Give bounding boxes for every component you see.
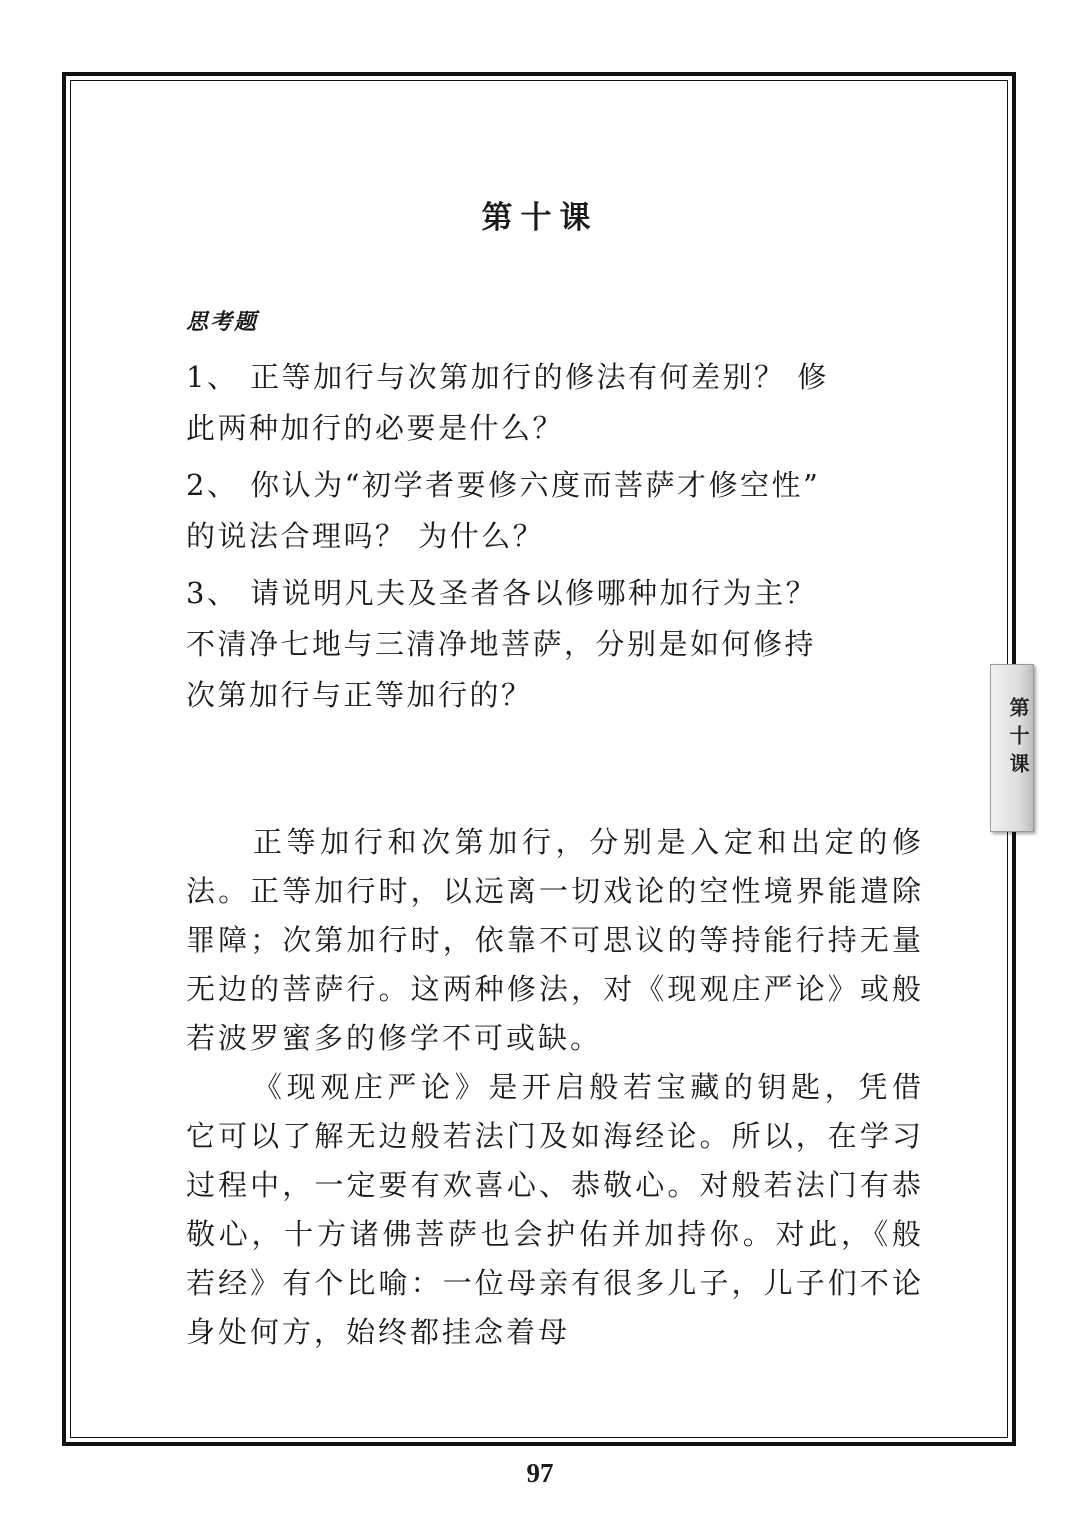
lesson-title: 第十课 [481,200,599,236]
question-item: 3、 请说明凡夫及圣者各以修哪种加行为主？ 不清净七地与三清净地菩萨，分别是如何修持 次第加行与正等加行的？ [186,576,818,712]
question-list [186,352,926,727]
body-text [186,818,924,1357]
chapter-side-tab [990,664,1034,832]
chapter-side-tab-label: 第十课 [1006,697,1030,781]
paragraph: 正等加行和次第加行，分别是入定和出定的修法。正等加行时，以远离一切戏论的空性境界能遣除罪障；次第加行时，依靠不可思议的等持能行持无量无边的菩萨行。这两种修法，对《现观庄严论》或般若波罗蜜多的修学不可或缺。 [186,825,924,1055]
question-item: 2、 你认为“初学者要修六度而菩萨才修空性” 的说法合理吗？ 为什么？ [186,468,821,553]
section-label: 思考题 [186,309,259,335]
paragraph: 《现观庄严论》是开启般若宝藏的钥匙，凭借它可以了解无边般若法门及如海经论。所以，在学习过程中，一定要有欢喜心、恭敬心。对般若法门有恭敬心，十方诸佛菩萨也会护佑并加持你。对此，《般若经》有个比喻：一位母亲有很多儿子，儿子们不论身处何方，始终都挂念着母 [186,1070,924,1349]
page-number: 97 [526,1458,554,1488]
question-item: 1、 正等加行与次第加行的修法有何差别？ 修 此两种加行的必要是什么？ [186,360,829,445]
